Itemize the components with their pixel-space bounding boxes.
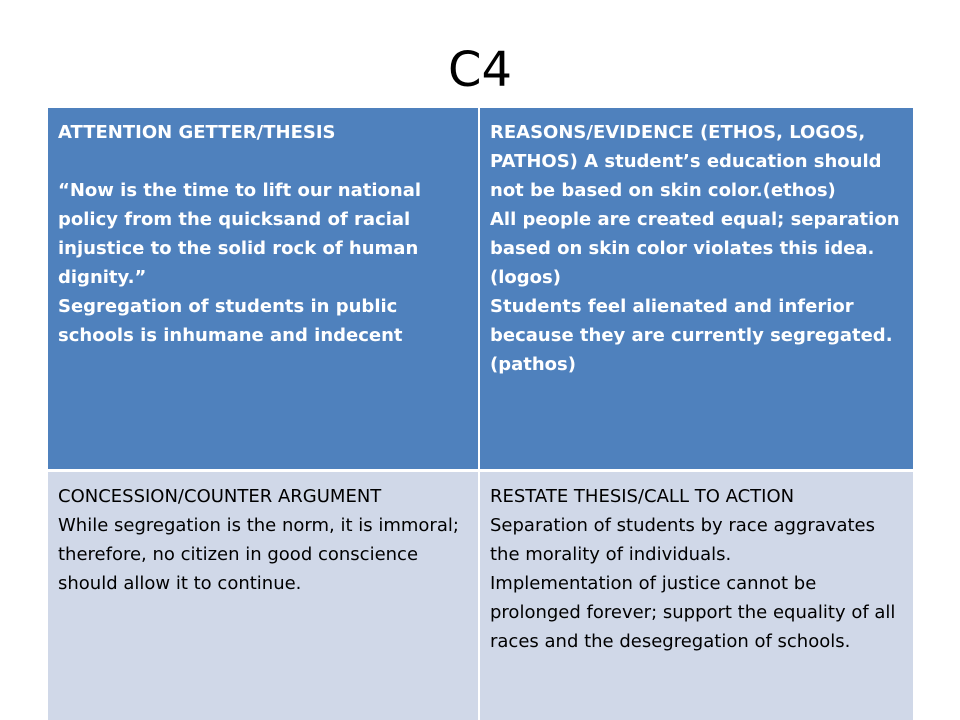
attention-getter-cell [48,108,480,472]
restate-line-1: Separation of students by race aggravates the morality of individuals. [490,515,875,565]
slide-title: C4 [447,42,513,98]
paragraph-spacer [58,147,468,176]
reasons-evidence-cell [480,108,913,472]
restate-line-2: Implementation of justice cannot be prolonged forever; support the equality of all races and the desegregation of schools. [490,573,896,652]
concession-body: While segregation is the norm, it is immoral; therefore, no citizen in good conscience should allow it to continue. [58,515,459,594]
attention-heading: ATTENTION GETTER/THESIS [58,122,336,143]
restate-heading: RESTATE THESIS/CALL TO ACTION [490,486,795,507]
attention-thesis: Segregation of students in public schools is inhumane and indecent [58,296,403,346]
argument-table [48,108,913,720]
reasons-logos: All people are created equal; separation based on skin color violates this idea. (logos) [490,209,900,288]
concession-heading: CONCESSION/COUNTER ARGUMENT [58,486,382,507]
restate-thesis-cell [480,472,913,720]
reasons-heading-ethos: REASONS/EVIDENCE (ETHOS, LOGOS, PATHOS) A student’s education should not be based on skin color.(ethos) [490,122,882,201]
reasons-pathos: Students feel alienated and inferior because they are currently segregated. (pathos) [490,296,893,375]
attention-quote: “Now is the time to lift our national policy from the quicksand of racial injustice to the solid rock of human dignity.” [58,180,422,288]
concession-cell [48,472,480,720]
